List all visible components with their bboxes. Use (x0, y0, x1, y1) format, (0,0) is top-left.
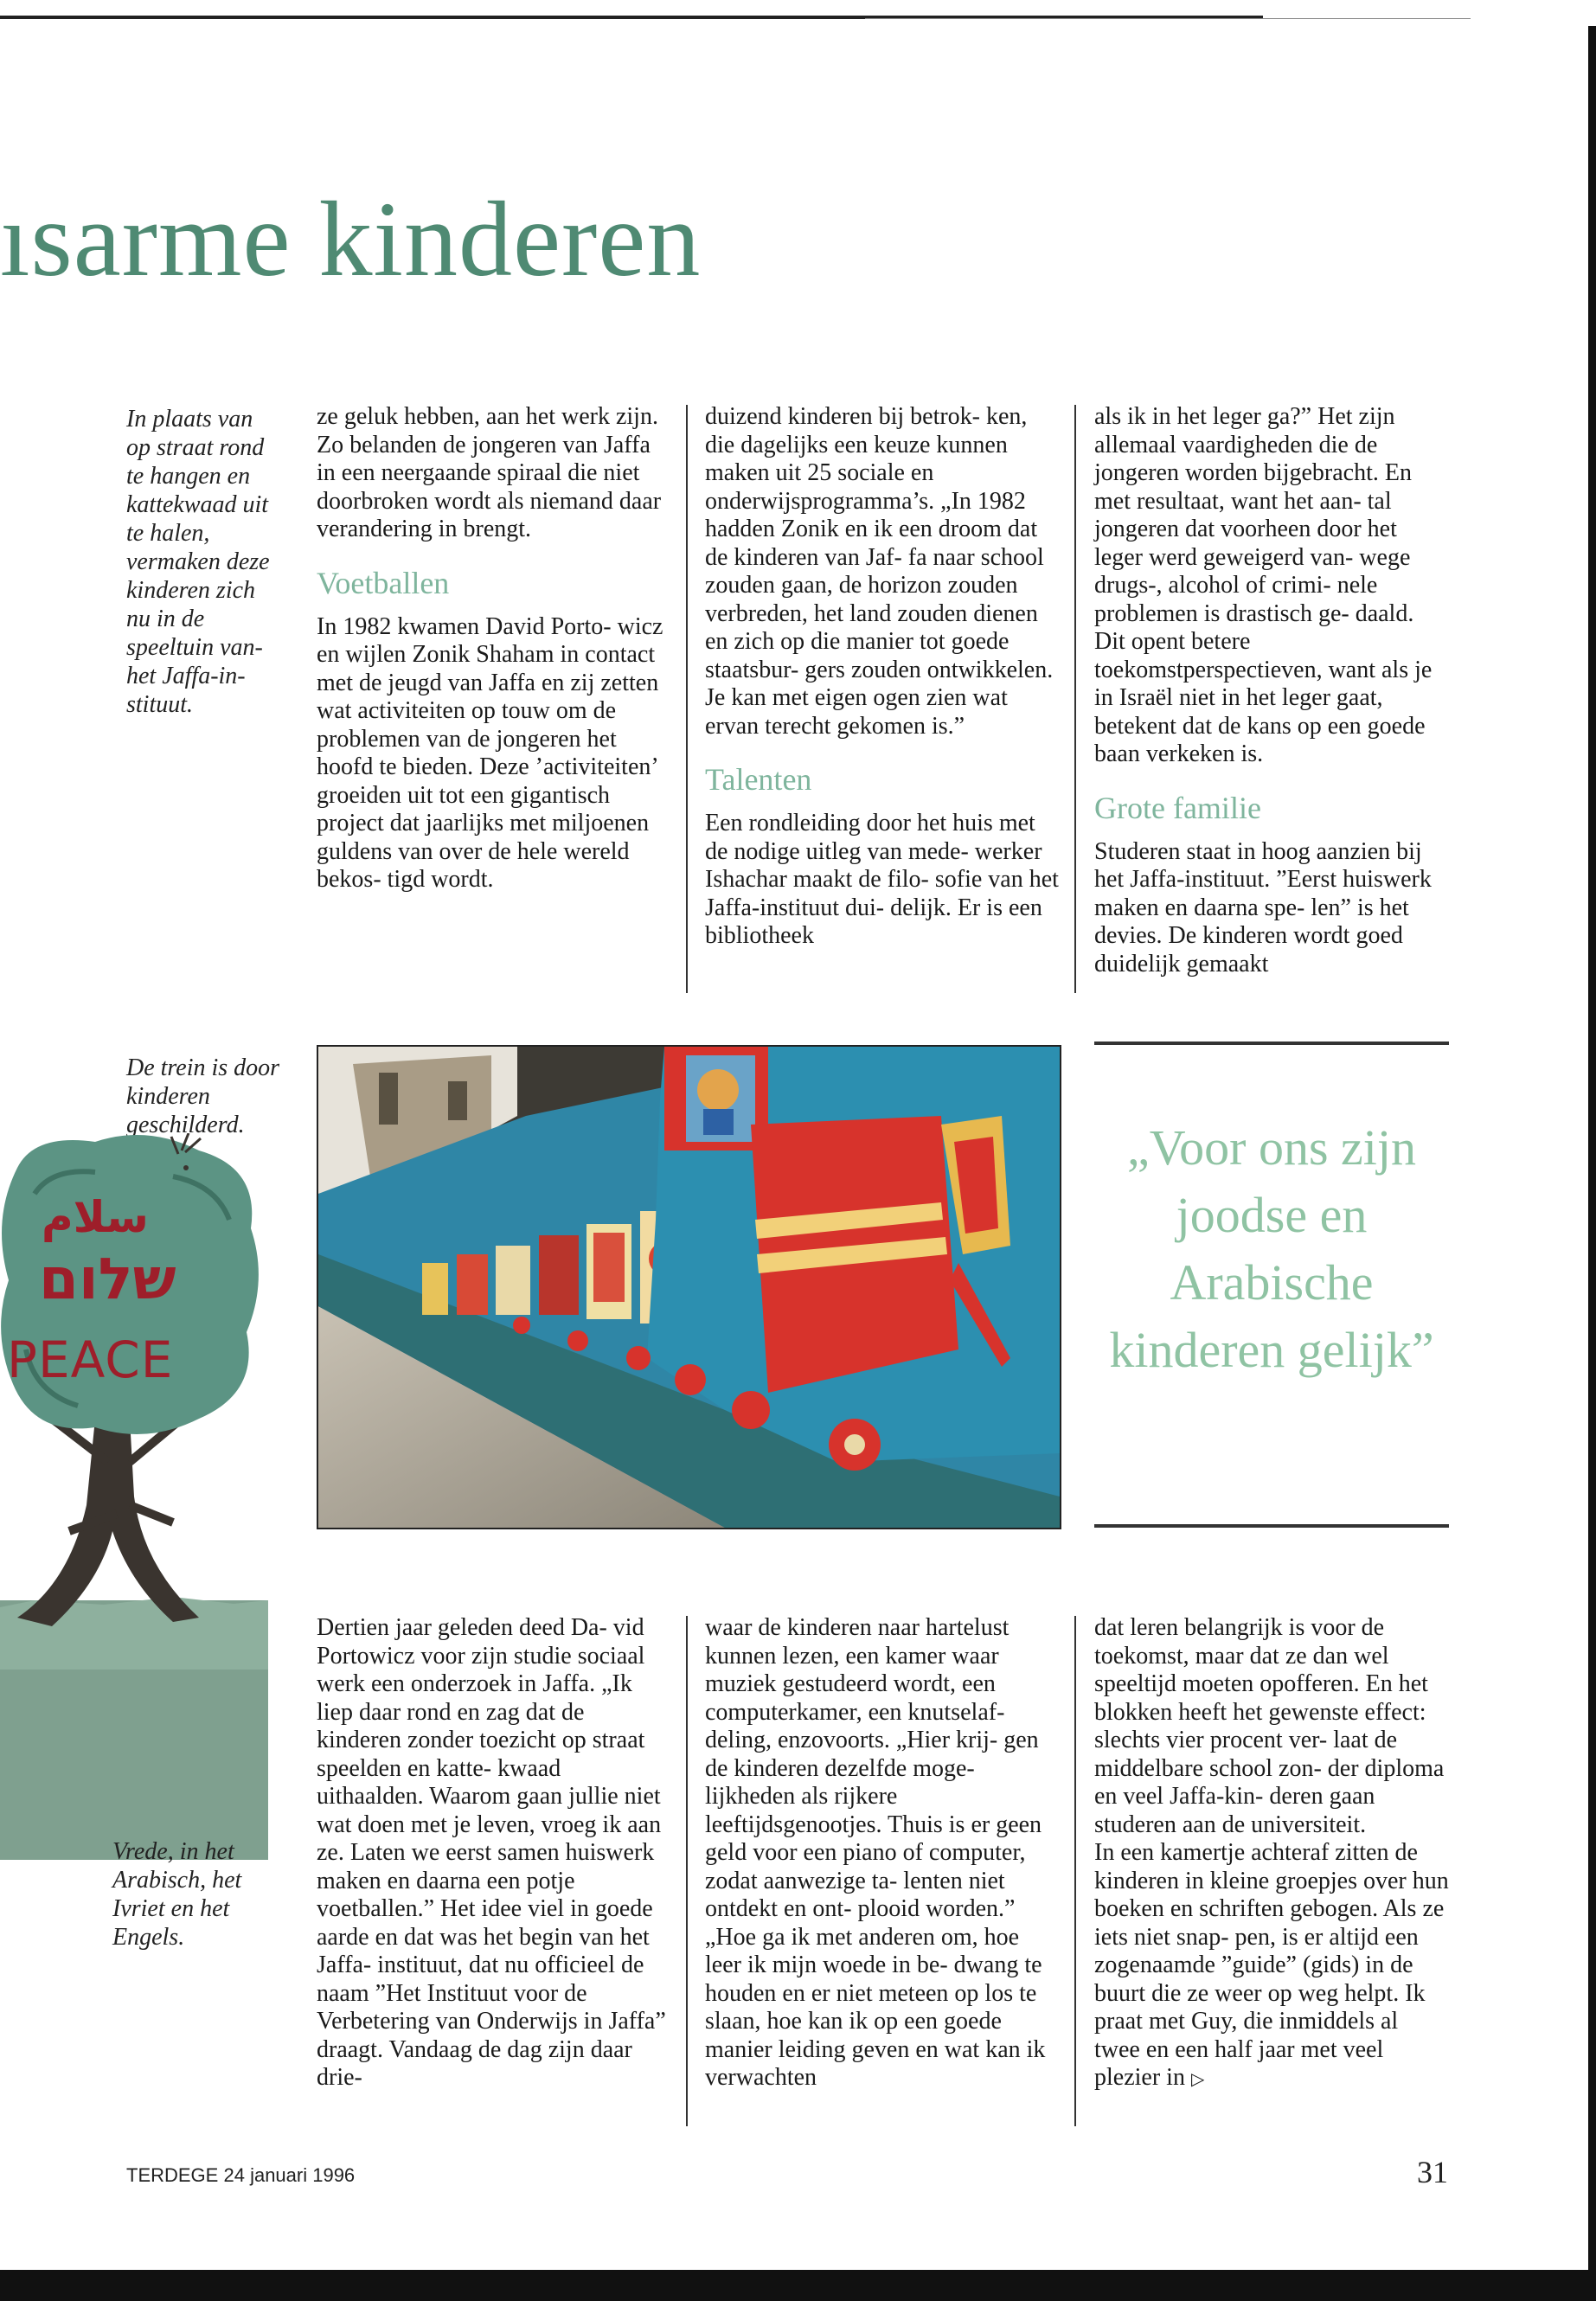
paragraph: Zo belanden de jongeren van Jaffa in een neergaande spiraal die niet doorbroken wordt als niemand daar verandering in brengt. (317, 431, 662, 542)
page-headline: ısarme kinderen (0, 180, 702, 298)
paragraph: Dertien jaar geleden deed Da- vid Portowicz voor zijn studie sociaal werk een onderzoek in Jaffa. „Ik liep daar rond en zag dat de kinderen zonder toezicht op straat speelden en katte- kwaad uithaalden. Waarom gaan jullie niet wat doen met je leven, vroeg ik aan ze. Laten we eerst samen huiswerk maken en daarna een potje voetballen.” Het idee viel in goede aarde en dat was het begin van het Jaffa- instituut, dat nu officieel de naam ”Het Instituut voor de Verbetering van Onderwijs in Jaffa” draagt. Vandaag de dag zijn daar drie- (317, 1614, 666, 2091)
pull-quote: „Voor ons zijn joodse en Arabische kinderen gelijk” (1109, 1119, 1434, 1378)
scan-bottom-band (0, 2270, 1596, 2301)
subheading-voetballen: Voetballen (317, 565, 450, 600)
paragraph: duizend kinderen bij betrok- ken, die dagelijks een keuze kunnen maken uit 25 sociale en onderwijsprogramma’s. „In 1982 hadden Zonik en ik een droom dat de kinderen van Jaf- fa naar school zouden gaan, de horizon zouden verbreden, het land zouden dienen en zich op die manier tot goede staatsbur- gers zouden ontwikkelen. Je kan met eigen ogen zien wat ervan terecht gekomen is.” (705, 403, 1054, 740)
column-divider (1074, 405, 1076, 993)
paragraph: „Hoe ga ik met anderen om, hoe leer ik mijn woede in be- dwang te houden en er niet meteen op los te slaan, hoe kan ik op een goede manier leiding geven en wat kan ik verwachten (705, 1923, 1046, 2091)
top-column-3 (1094, 403, 1449, 978)
magazine-name: TERDEGE (126, 2164, 219, 2186)
column-divider (686, 405, 688, 993)
peace-tree-illustration (0, 1133, 285, 1860)
paragraph: dat leren belangrijk is voor de toekomst, maar dat ze dan wel speeltijd moeten opofferen. En het blokken heeft het gewenste effect: slechts vier procent ver- laat de middelbare school zon- der diploma en veel Jaffa-kin- deren gaan studeren aan de universiteit. (1094, 1614, 1445, 1838)
paragraph: Studeren staat in hoog aanzien bij het Jaffa-instituut. ”Eerst huiswerk maken en daarna spe- len” is het devies. De kinderen wordt goed duidelijk gemaakt (1094, 837, 1432, 977)
column-divider (1074, 1616, 1076, 2126)
quote-rule-top (1094, 1042, 1449, 1045)
peace-hebrew-text: שלום (39, 1246, 176, 1312)
bottom-column-2 (705, 1614, 1060, 2093)
bottom-column-1 (317, 1614, 671, 2093)
peace-arabic-text: سلام (42, 1192, 149, 1242)
top-rule-thin (865, 18, 1471, 19)
paragraph-text: In een kamertje achteraf zitten de kinderen in kleine groepjes over hun boeken en schriften gebogen. Als ze iets niet snap- pen, is er altijd een zogenaamde ”guide” (gids) in de buurt die ze weer op weg helpt. Ik praat met Guy, die inmiddels al twee en een half jaar met veel plezier in (1094, 1839, 1449, 2091)
peace-caption: Vrede, in het Arabisch, het Ivriet en het Engels. (112, 1838, 242, 1951)
top-column-1 (317, 403, 671, 894)
train-mural-photo (317, 1045, 1061, 1529)
paragraph: als ik in het leger ga?” Het zijn allemaal vaardigheden die de jongeren worden bijgebracht. En met resultaat, want het aan- tal jongeren dat voorheen door het leger werd geweigerd van- wege drugs-, alcohol of crimi- nele problemen is drastisch ge- daald. Dit opent betere toekomstperspectieven, want als je in Israël niet in het leger gaat, betekent dat de kans op een goede baan verkeken is. (1094, 403, 1433, 767)
subheading-grote-familie: Grote familie (1094, 790, 1261, 825)
issue-date: 24 januari 1996 (223, 2164, 356, 2186)
paragraph (1094, 1839, 1449, 2094)
peace-english-text: PEACE (7, 1330, 174, 1389)
paragraph: ze geluk hebben, aan het werk zijn. (317, 403, 658, 430)
bottom-column-3 (1094, 1614, 1449, 2094)
subheading-talenten: Talenten (705, 762, 812, 797)
paragraph: In 1982 kwamen David Porto- wicz en wijlen Zonik Shaham in contact met de jeugd van Jaffa en zij zetten wat activiteiten op touw om de problemen van de jongeren het hoofd te bieden. Deze ’activiteiten’ groeiden uit tot een gigantisch project dat jaarlijks met miljoenen guldens van over de hele wereld bekos- tigd wordt. (317, 612, 663, 893)
intro-caption: In plaats van op straat rond te hangen en kattekwaad uit te halen, vermaken deze kinderen zich nu in de speeltuin van- het Jaffa-in- stituut. (126, 406, 270, 718)
column-divider (686, 1616, 688, 2126)
top-column-2 (705, 403, 1060, 951)
quote-rule-bottom (1094, 1524, 1449, 1528)
peace-tree-icon (0, 1133, 285, 1860)
footer-folio (126, 2164, 355, 2187)
page-edge (1588, 26, 1596, 2301)
paragraph: waar de kinderen naar hartelust kunnen lezen, een kamer waar muziek gestudeerd wordt, een computerkamer, een knutselaf- deling, enzovoorts. „Hier krij- gen de kinderen dezelfde moge- lijkheden als rijkere leeftijdsgenootjes. Thuis is er geen geld voor een piano of computer, zodat aanwezige ta- lenten niet ontdekt en ont- plooid worden.” (705, 1614, 1042, 1922)
train-caption: De trein is door kinderen geschilderd. (126, 1054, 280, 1138)
paragraph: Een rondleiding door het huis met de nodige uitleg van mede- werker Ishachar maakt de filo- sofie van het Jaffa-instituut dui- delijk. Er is een bibliotheek (705, 810, 1059, 949)
continue-arrow-icon: ▷ (1190, 2070, 1205, 2089)
page-number: 31 (1417, 2155, 1448, 2189)
train-mural-image (318, 1047, 1060, 1528)
